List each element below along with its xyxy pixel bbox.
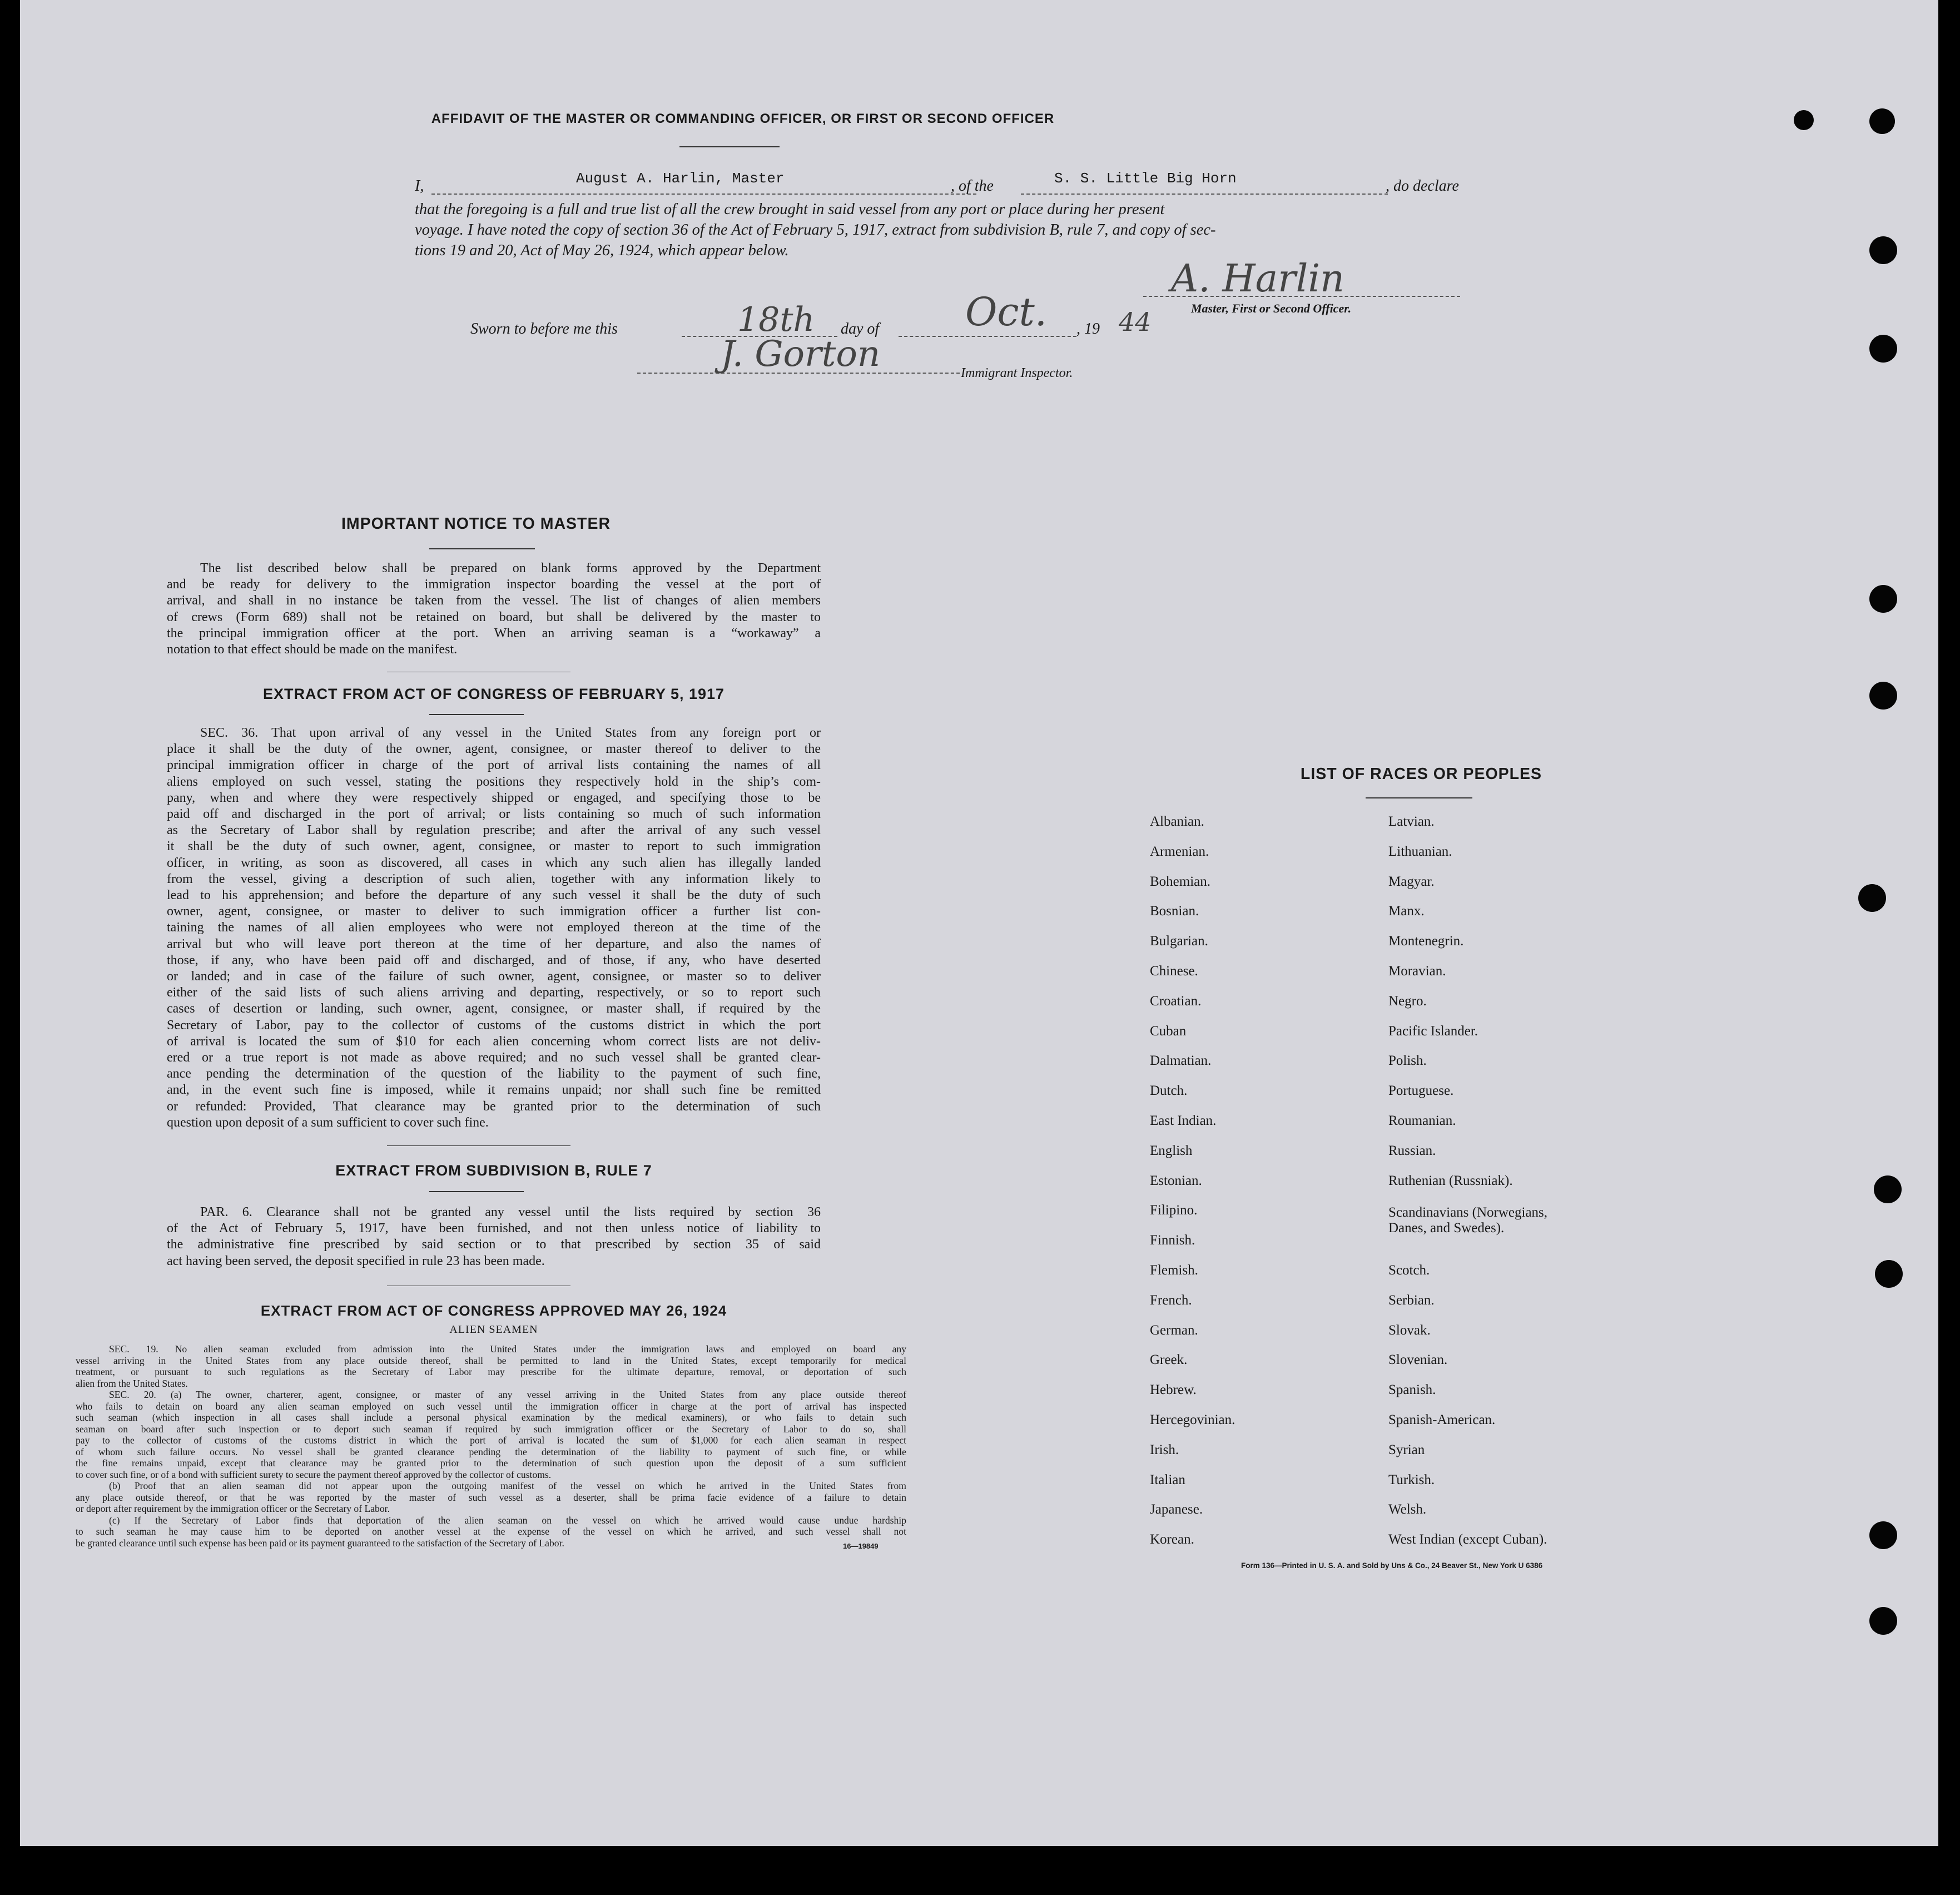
extract-1917-title: EXTRACT FROM ACT OF CONGRESS OF FEBRUARY 5, 1917: [262, 686, 725, 702]
extract-rule7-body: [167, 1204, 821, 1269]
race-item: German.: [1150, 1322, 1198, 1338]
race-item: West Indian (except Cuban).: [1388, 1532, 1547, 1547]
race-item: Slovak.: [1388, 1322, 1431, 1338]
notice-line: arrival, and shall in no instance be taken from the vessel. The list of changes of alien members: [167, 593, 821, 608]
race-item: Dalmatian.: [1150, 1053, 1212, 1069]
race-item: Serbian.: [1388, 1292, 1435, 1308]
text-line: taining the names of all alien employees who were not employed thereon at the time of the: [167, 920, 821, 935]
text-line: cases of desertion or landing, such owner, agent, consignee, or master shall, if required by the: [167, 1001, 821, 1016]
text-line: place it shall be the duty of the owner, agent, consignee, or master thereof to deliver to the: [167, 742, 821, 757]
text-line: SEC. 20. (a) The owner, charterer, agent, consignee, or master of any vessel arriving in the United States from any place outside thereof: [109, 1389, 906, 1400]
affidavit-title-rule: [679, 146, 780, 147]
race-item: Scotch.: [1388, 1263, 1430, 1278]
of-the-label: , of the: [951, 177, 994, 195]
text-line: (b) Proof that an alien seaman did not appear upon the outgoing manifest of the vessel on which he arrived in the United States from: [109, 1480, 906, 1491]
race-item: Irish.: [1150, 1442, 1179, 1457]
race-item: Welsh.: [1388, 1502, 1427, 1517]
text-line: Secretary of Labor, pay to the collector of customs of the customs district in which the port: [167, 1018, 821, 1033]
print-code: 16—19849: [843, 1542, 879, 1550]
text-line: owner, agent, consignee, or master to deliver to such immigration officer a further list con-: [167, 904, 821, 919]
race-item: Moravian.: [1388, 964, 1446, 979]
race-item: Korean.: [1150, 1532, 1194, 1547]
text-line: of the Act of February 5, 1917, have been furnished, and not then unless notice of liability to: [167, 1221, 821, 1236]
notice-line: notation to that effect should be made on the manifest.: [167, 642, 458, 657]
race-item: East Indian.: [1150, 1113, 1217, 1128]
affidavit-line-1: that the foregoing is a full and true list of all the crew brought in said vessel from any port or place during her present: [415, 201, 1165, 218]
form-footer: Form 136—Printed in U. S. A. and Sold by Uns & Co., 24 Beaver St., New York U 6386: [1241, 1561, 1543, 1570]
text-line: seaman on board after such inspection or to deport such seaman if required by such immigration officer or the Secretary of Labor to do so, shall: [76, 1423, 906, 1435]
notice-title-rule: [429, 548, 535, 549]
year-prefix: , 19: [1076, 320, 1100, 338]
text-line: to such seaman he may cause him to be deported on another vessel at the expense of the vessel on which he arrived, and such vessel shall not: [76, 1526, 906, 1537]
text-line: principal immigration officer in charge of the port of arrival lists containing the names of all: [167, 758, 821, 773]
extract-1924-body: [76, 1343, 906, 1549]
sworn-month-line: [899, 336, 1076, 337]
affidavit-line-3: tions 19 and 20, Act of May 26, 1924, which appear below.: [415, 242, 789, 259]
races-title: LIST OF RACES OR PEOPLES: [1300, 765, 1542, 783]
text-line: any place outside thereof, or that he was reported by the master of such vessel as a deserter, shall be prima facie evidence of a failure to detain: [76, 1491, 906, 1503]
race-item: Syrian: [1388, 1442, 1425, 1457]
text-line: as the Secretary of Labor shall by regulation prescribe; and after the arrival of any such vessel: [167, 823, 821, 838]
binder-hole: [1869, 236, 1897, 264]
text-line: SEC. 36. That upon arrival of any vessel in the United States from any foreign port or: [200, 726, 821, 740]
do-declare-label: , do declare: [1386, 177, 1459, 195]
text-line: from the vessel, giving a description of such alien, together with any information likely to: [167, 871, 821, 886]
text-line: it shall be the duty of such owner, agent, consignee, or master to report to such immigration: [167, 839, 821, 854]
race-item: Spanish.: [1388, 1382, 1436, 1398]
race-item: Slovenian.: [1388, 1352, 1448, 1368]
extract-1917-rule: [429, 714, 524, 715]
text-line: (c) If the Secretary of Labor finds that deportation of the alien seaman on the vessel on which he arrived would cause undue hardship: [109, 1514, 906, 1526]
extract-rule7-title: EXTRACT FROM SUBDIVISION B, RULE 7: [335, 1162, 652, 1179]
text-line: of arrival is located the sum of $10 for each alien concerning whom correct lists are not deliv-: [167, 1034, 821, 1049]
text-line: lead to his apprehension; and before the departure of any such vessel it shall be the duty of such: [167, 888, 821, 903]
race-item: Portuguese.: [1388, 1083, 1454, 1099]
race-item: Chinese.: [1150, 964, 1198, 979]
text-line: to cover such fine, or of a bond with sufficient surety to secure the payment thereof approved by the collector of customs.: [76, 1469, 552, 1480]
race-item: Cuban: [1150, 1023, 1187, 1039]
text-line: SEC. 19. No alien seaman excluded from admission into the United States under the immigration laws and employed on board any: [109, 1343, 906, 1355]
text-line: or landed; and in case of the failure of such owner, agent, consignee, or master so to deliver: [167, 969, 821, 984]
sworn-day: 18th: [737, 300, 815, 339]
text-line: paid off and discharged in the port of arrival; or lists containing so much of such information: [167, 807, 821, 822]
master-signature-label: Master, First or Second Officer.: [1191, 301, 1352, 315]
race-item: Polish.: [1388, 1053, 1427, 1069]
binder-hole: [1869, 335, 1897, 363]
race-item: Ruthenian (Russniak).: [1388, 1173, 1513, 1188]
master-signature: A. Harlin: [1171, 257, 1344, 301]
binder-hole: [1869, 108, 1895, 134]
text-line: or refunded: Provided, That clearance may be granted prior to the determination of such: [167, 1099, 821, 1114]
binder-hole: [1869, 585, 1897, 613]
race-item: Greek.: [1150, 1352, 1188, 1368]
text-line: and, in the event such fine is imposed, while it remains unpaid; nor shall such fine be remitted: [167, 1083, 821, 1098]
binder-hole: [1869, 682, 1897, 710]
race-item: Finnish.: [1150, 1233, 1195, 1248]
race-item: Russian.: [1388, 1143, 1436, 1158]
race-item: Bosnian.: [1150, 904, 1199, 919]
race-item: Filipino.: [1150, 1203, 1198, 1218]
binder-hole: [1875, 1260, 1903, 1288]
text-line: the administrative fine prescribed by said section or to that prescribed by section 35 of said: [167, 1237, 821, 1252]
race-item: Magyar.: [1388, 874, 1435, 889]
binder-hole: [1874, 1175, 1902, 1203]
sworn-month: Oct.: [965, 289, 1047, 335]
inspector-label: Immigrant Inspector.: [961, 366, 1073, 380]
race-item: Estonian.: [1150, 1173, 1202, 1188]
race-item: English: [1150, 1143, 1193, 1158]
vessel-name: S. S. Little Big Horn: [1054, 170, 1237, 187]
affidavit-title: AFFIDAVIT OF THE MASTER OR COMMANDING OFFICER, OR FIRST OR SECOND OFFICER: [431, 111, 1055, 126]
text-line: the fine remains unpaid, except that clearance may be granted prior to the determination of such question upon the deposit of a sum sufficient: [76, 1457, 906, 1469]
text-line: vessel arriving in the United States from any place outside thereof, shall be permitted to land in the United States, except temporarily for medical: [76, 1355, 906, 1366]
text-line: who fails to detain on board any alien seaman employed on such vessel until the immigration officer in charge at the port of arrival has inspected: [76, 1400, 906, 1412]
race-item: Japanese.: [1150, 1502, 1203, 1517]
race-item: Bulgarian.: [1150, 934, 1208, 949]
vessel-name-line: [1021, 194, 1388, 195]
text-line: aliens employed on such vessel, stating the positions they respectively hold in the ship’s com-: [167, 774, 821, 789]
race-item: Manx.: [1388, 904, 1425, 919]
inspector-signature: J. Gorton: [721, 334, 881, 375]
race-item: Armenian.: [1150, 844, 1209, 859]
text-line: officer, in writing, as soon as discovered, all cases in which any such alien has illegally landed: [167, 855, 821, 870]
text-line: pay to the collector of customs of the customs district in which the port of arrival is located the sum of $1,000 for each alien seaman in respect: [76, 1435, 906, 1446]
text-line: pany, when and where they were respectively shipped or engaged, and specifying those to be: [167, 790, 821, 805]
text-line: ered or a true report is not made as above required; and no such vessel shall be granted clear-: [167, 1050, 821, 1065]
extract-1917-body: [167, 725, 821, 1131]
race-item: Negro.: [1388, 993, 1427, 1009]
race-item: Croatian.: [1150, 993, 1202, 1009]
extract-1924-title: EXTRACT FROM ACT OF CONGRESS APPROVED MAY 26, 1924: [260, 1302, 727, 1319]
notice-body: [167, 560, 821, 658]
notice-title: IMPORTANT NOTICE TO MASTER: [341, 515, 611, 533]
text-line: such seaman (which inspection in all cases shall include a personal physical examination by the medical examiners), or who fails to detain such: [76, 1412, 906, 1423]
notice-line: of crews (Form 689) shall not be retained on board, but shall be delivered by the master to: [167, 609, 821, 624]
notice-line: the principal immigration officer at the port. When an arriving seaman is a “workaway” a: [167, 626, 821, 641]
race-item: Danes, and Swedes).: [1388, 1221, 1505, 1236]
race-item: Hercegovinian.: [1150, 1412, 1235, 1427]
race-item: Scandinavians (Norwegians,: [1388, 1205, 1548, 1221]
race-item: Roumanian.: [1388, 1113, 1456, 1128]
race-item: Spanish-American.: [1388, 1412, 1496, 1427]
race-item: Latvian.: [1388, 814, 1435, 829]
affidavit-prefix: I,: [415, 177, 424, 195]
text-line: of whom such failure occurs. No vessel shall be granted clearance pending the determination of the liability to payment of such fine, or while: [76, 1446, 906, 1457]
affidavit-line-2: voyage. I have noted the copy of section 36 of the Act of February 5, 1917, extract from subdivision B, rule 7, and copy of sec-: [415, 221, 1216, 239]
extract-1917-divider: [387, 1145, 570, 1146]
text-line: either of the said lists of such aliens arriving and departing, respectively, or so to report such: [167, 985, 821, 1000]
text-line: treatment, or pursuant to such regulations as the Secretary of Labor may prescribe for the ultimate departure, removal, or deportation of such: [76, 1366, 906, 1377]
race-item: Albanian.: [1150, 814, 1204, 829]
text-line: PAR. 6. Clearance shall not be granted any vessel until the lists required by section 36: [200, 1205, 821, 1219]
race-item: Montenegrin.: [1388, 934, 1464, 949]
races-title-rule: [1366, 797, 1472, 798]
text-line: act having been served, the deposit specified in rule 23 has been made.: [167, 1253, 545, 1268]
race-item: Dutch.: [1150, 1083, 1188, 1099]
race-item: Italian: [1150, 1472, 1185, 1487]
race-item: Pacific Islander.: [1388, 1023, 1478, 1039]
year-suffix: 44: [1119, 307, 1152, 337]
text-line: question upon deposit of a sum sufficient to cover such fine.: [167, 1115, 489, 1130]
master-name-line: [431, 194, 976, 195]
race-item: Bohemian.: [1150, 874, 1211, 889]
text-line: arrival but who will leave port thereon at the time of her departure, and also the names of: [167, 936, 821, 951]
extract-rule7-rule: [429, 1191, 524, 1192]
text-line: those, if any, who have been paid off and discharged, and of those, if any, who have deserted: [167, 953, 821, 968]
master-name: August A. Harlin, Master: [576, 170, 785, 187]
sworn-text: Sworn to before me this: [470, 320, 618, 338]
race-item: Flemish.: [1150, 1263, 1198, 1278]
text-line: or deport after requirement by the immigration officer or the Secretary of Labor.: [76, 1503, 390, 1514]
race-item: Hebrew.: [1150, 1382, 1197, 1398]
binder-hole: [1869, 1521, 1897, 1549]
document-page: [20, 0, 1938, 1846]
text-line: ance pending the determination of the question of the liability to the payment of such fine,: [167, 1066, 821, 1082]
notice-line: The list described below shall be prepared on blank forms approved by the Department: [200, 561, 821, 576]
text-line: be granted clearance until such expense has been paid or its payment guaranteed to the satisfaction of the Secretary of Labor.: [76, 1537, 564, 1549]
race-item: Lithuanian.: [1388, 844, 1452, 859]
notice-line: and be ready for delivery to the immigration inspector boarding the vessel at the port of: [167, 577, 821, 592]
day-of-label: day of: [841, 320, 880, 338]
extract-1924-subtitle: ALIEN SEAMEN: [449, 1323, 538, 1336]
race-item: French.: [1150, 1292, 1192, 1308]
binder-hole: [1858, 884, 1886, 912]
text-line: alien from the United States.: [76, 1377, 188, 1389]
ink-speck: [1794, 110, 1814, 130]
binder-hole: [1869, 1607, 1897, 1635]
race-item: Turkish.: [1388, 1472, 1435, 1487]
